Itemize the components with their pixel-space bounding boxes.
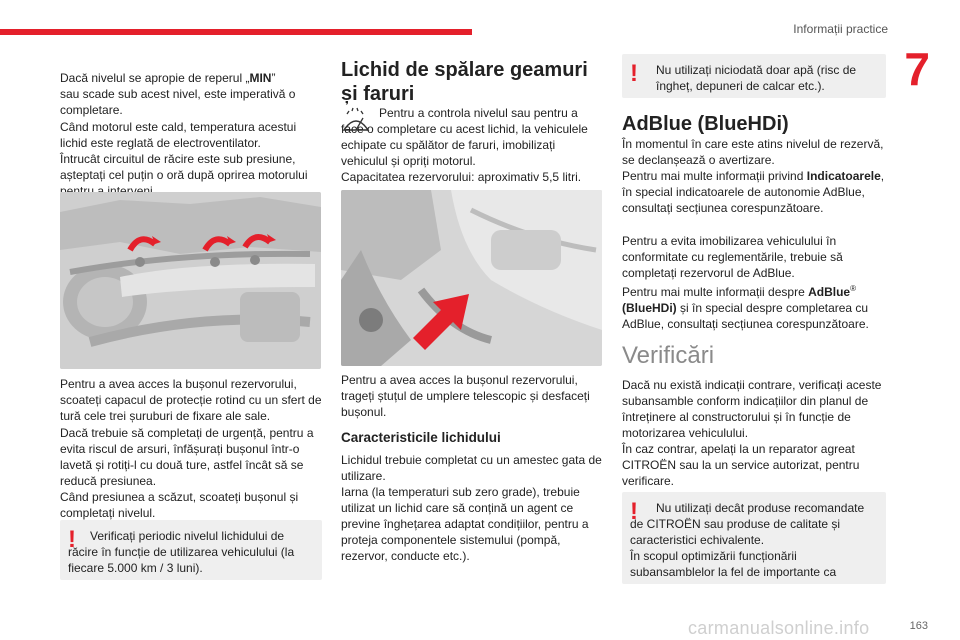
washer-fluid-title: Lichid de spălare geamuri și faruri: [341, 59, 588, 105]
products-warning-box: [622, 492, 886, 584]
adblue-reserve-paragraph: În momentul în care este atins nivelul de rezervă, se declanșează o avertizare.: [622, 137, 884, 168]
washer-access-paragraph: Pentru a avea acces la bușonul rezervorului, trageți ștuțul de umplere telescopic și desfaceți bușonul.: [341, 373, 590, 420]
coolant-warning-box: [60, 520, 322, 580]
winter-fluid-paragraph: Iarna (la temperaturi sub zero grade), trebuie utilizat un lichid care să conțină un agent ce previne înghețarea adaptat condițiilor, pentru a proteja componentele sistemului (pompă, rezervor, conducte etc.).: [341, 485, 589, 564]
watermark: carmanualsonline.info: [688, 618, 870, 638]
water-warning-box: [622, 54, 886, 98]
adblue-indicators-paragraph: Pentru mai multe informații privind Indicatoarele, în special indicatoarele de autonomie AdBlue, consultați secțiunea corespunzătoare.: [622, 169, 885, 216]
adblue-title: AdBlue (BlueHDi): [622, 113, 789, 135]
adblue-info-paragraph: Pentru mai multe informații despre AdBlue® (BlueHDi) și în special despre completarea cu AdBlue, consultați secțiunea corespunzătoare.: [622, 284, 869, 332]
checks-title: Verificări: [622, 342, 715, 369]
urgent-fill-paragraph: Dacă trebuie să completați de urgență, pentru a evita riscul de arsuri, înfășurați bușonul într-o lavetă și rotiți-l cu două ture, astfel încât să se reducă presiunea.: [60, 426, 314, 489]
chapter-number: 7: [904, 43, 930, 95]
coolant-reservoir-photo: [60, 192, 321, 369]
coolant-warning-text: Verificați periodic nivelul lichidului de răcire în funcție de utilizarea vehiculului (la fiecare 5.000 km / 3 luni).: [68, 529, 295, 576]
water-warning-text: Nu utilizați niciodată doar apă (risc de îngheț, depuneri de calcar etc.).: [656, 63, 857, 94]
warning-icon: !: [630, 60, 638, 87]
fan-paragraph: Când motorul este cald, temperatura acestui lichid este reglată de electroventilator.: [60, 120, 297, 151]
products-warning-text: Nu utilizați decât produse recomandate de CITROËN sau produse de calitate și caracteristici echivalente. În scopul optimizării funcționării subansamblelor la fel de importante ca: [630, 501, 865, 580]
checks-repairer-paragraph: În caz contrar, apelați la un reparator agreat CITROËN sau la un service autorizat, pentru verificare.: [622, 442, 860, 489]
warning-icon: !: [630, 498, 638, 525]
fluid-characteristics-subtitle: Caracteristicile lichidului: [341, 430, 501, 445]
checks-schedule-paragraph: Dacă nu există indicații contrare, verificați aceste subansamble conform indicațiilor din planul de întreținere al constructorului și în funcție de motorizarea vehiculului.: [622, 378, 882, 441]
washer-intro-paragraph: Pentru a controla nivelul sau pentru a face o completare cu acest lichid, la vehiculele echipate cu spălător de faruri, imobilizați vehiculul și opriți motorul.: [341, 106, 588, 169]
pressure-drop-paragraph: Când presiunea a scăzut, scoateți bușonul și completați nivelul.: [60, 490, 299, 521]
pressure-paragraph: Întrucât circuitul de răcire este sub presiune, așteptați cel puțin o oră după oprirea motorului: [60, 152, 308, 183]
adblue-refill-paragraph: Pentru a evita imobilizarea vehiculului în conformitate cu reglementările, trebuie să completați rezervorul de AdBlue.: [622, 234, 843, 281]
coolant-level-paragraph: Dacă nivelul se apropie de reperul „MIN” sau scade sub acest nivel, este imperativă o completare.: [60, 71, 296, 118]
ready-mix-paragraph: Lichidul trebuie completat cu un amestec gata de utilizare.: [341, 453, 602, 484]
access-cap-paragraph: Pentru a avea acces la bușonul rezervorului, scoateți capacul de protecție rotind cu un sfert de tură cele trei șuruburi de fixare ale sale.: [60, 377, 322, 424]
header-title: Informații practice: [793, 22, 888, 36]
capacity-paragraph: Capacitatea rezervorului: aproximativ 5,5 litri.: [341, 170, 582, 184]
page-number: 163: [909, 620, 928, 632]
warning-icon: !: [68, 526, 76, 553]
washer-reservoir-photo: [341, 190, 602, 366]
header-accent-bar: [0, 29, 472, 35]
